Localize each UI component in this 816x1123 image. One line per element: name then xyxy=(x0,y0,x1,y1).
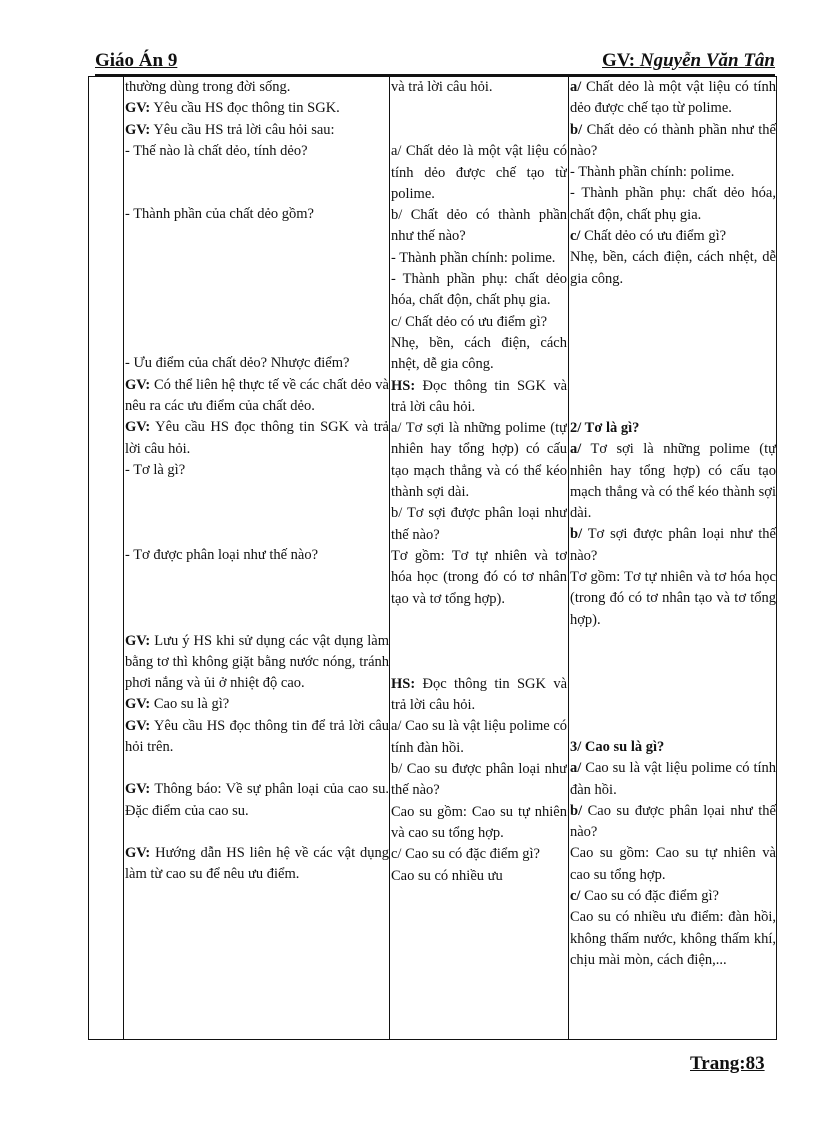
activity-line: GV: Có thể liên hệ thực tế về các chất dẻo và nêu ra các ưu điểm của chất dẻo. xyxy=(125,376,389,415)
header-teacher-prefix: GV: xyxy=(602,50,640,71)
activity-line: b/ Cao su được phân loại như thế nào? xyxy=(391,761,567,799)
content-line: a/ Tơ sợi là những polime (tự nhiên hay tổng hợp) có cấu tạo mạch thẳng và có thể kéo thành sợi dài. xyxy=(570,441,776,522)
content-line: Tơ gồm: Tơ tự nhiên và tơ hóa học (trong đó có tơ nhân tạo và tơ tổng hợp). xyxy=(570,569,776,628)
activity-line: GV: Hướng dẫn HS liên hệ về các vật dụng làm từ cao su để nêu ưu điểm. xyxy=(125,844,389,883)
activity-line: c/ Cao su có đặc điểm gì? xyxy=(391,846,540,863)
content-line: b/ Cao su được phân lọai như thế nào? xyxy=(570,802,776,841)
activity-line: GV: Lưu ý HS khi sử dụng các vật dụng làm bằng tơ thì không giặt bằng nước nóng, tránh phơi nắng và ủi ở nhiệt độ cao. xyxy=(125,632,389,692)
activity-line: b/ Chất dẻo có thành phần như thế nào? xyxy=(391,207,567,245)
content-line: Nhẹ, bền, cách điện, cách nhệt, dễ gia công. xyxy=(570,249,776,287)
activity-line: a/ Cao su là vật liệu polime có tính đàn hồi. xyxy=(391,718,567,756)
header-teacher xyxy=(602,50,775,72)
activity-line: Nhẹ, bền, cách điện, cách nhệt, dễ gia công. xyxy=(391,334,567,373)
activity-line: - Tơ được phân loại như thế nào? xyxy=(125,547,319,564)
activity-line: c/ Chất dẻo có ưu điểm gì? xyxy=(391,313,548,330)
activity-line: GV: Yêu cầu HS đọc thông tin SGK và trả lời câu hỏi. xyxy=(125,419,389,457)
lesson-content-column xyxy=(570,77,776,1039)
page-header xyxy=(95,50,775,74)
activity-line: HS: Đọc thông tin SGK và trả lời câu hỏi. xyxy=(391,675,567,714)
content-line: b/ Chất dẻo có thành phần như thế nào? xyxy=(570,121,776,159)
content-line: c/ Cao su có đặc điểm gì? xyxy=(570,888,719,905)
column-divider xyxy=(389,77,390,1039)
column-divider xyxy=(123,77,124,1039)
activity-line: thường dùng trong đời sống. xyxy=(125,79,291,95)
teacher-activity-column xyxy=(125,77,389,1039)
header-teacher-name: Nguyễn Văn Tân xyxy=(639,50,775,71)
activity-line: HS: Đọc thông tin SGK và trả lời câu hỏi. xyxy=(391,377,567,415)
activity-line: - Thành phần chính: polime. xyxy=(391,249,556,266)
content-line: - Thành phần chính: polime. xyxy=(570,164,735,181)
student-activity-column xyxy=(391,77,567,1039)
activity-line: Tơ gồm: Tơ tự nhiên và tơ hóa học (trong đó có tơ nhân tạo và tơ tổng hợp). xyxy=(391,547,567,607)
column-divider xyxy=(568,77,569,1039)
activity-line: - Thành phần của chất dẻo gồm? xyxy=(125,206,314,223)
activity-line: - Thành phần phụ: chất dẻo hóa, chất độn, chất phụ gia. xyxy=(391,271,567,309)
activity-line: - Tơ là gì? xyxy=(125,461,186,478)
content-line: Cao su có nhiều ưu điểm: đàn hồi, không thấm nước, không thấm khí, chịu mài mòn, cách điện,... xyxy=(570,909,776,968)
section-heading: 3/ Cao su là gì? xyxy=(570,738,665,755)
activity-line: a/ Chất dẻo là một vật liệu có tính dẻo được chế tạo từ polime. xyxy=(391,143,567,202)
activity-line: a/ Tơ sợi là những polime (tự nhiên hay tổng hợp) có cấu tạo mạch thẳng và có thể kéo thành sợi dài. xyxy=(391,420,567,501)
activity-line: GV: Thông báo: Về sự phân loại của cao su. Đặc điểm của cao su. xyxy=(125,781,389,819)
activity-line: Cao su có nhiều ưu xyxy=(391,867,503,884)
section-heading: 2/ Tơ là gì? xyxy=(570,419,640,436)
activity-line: Cao su gồm: Cao su tự nhiên và cao su tổng hợp. xyxy=(391,803,567,841)
content-line: b/ Tơ sợi được phân loại như thế nào? xyxy=(570,526,776,564)
activity-line: và trả lời câu hỏi. xyxy=(391,79,493,95)
content-line: a/ Chất dẻo là một vật liệu có tính dẻo được chế tạo từ polime. xyxy=(570,79,776,117)
content-line: c/ Chất dẻo có ưu điểm gì? xyxy=(570,228,727,245)
activity-line: GV: Yêu cầu HS đọc thông tin SGK. xyxy=(125,100,340,117)
activity-line: GV: Yêu cầu HS đọc thông tin để trả lời câu hỏi trên. xyxy=(125,717,389,756)
page-number: Trang:83 xyxy=(690,1053,765,1074)
activity-line: b/ Tơ sợi được phân loại như thế nào? xyxy=(391,505,567,543)
activity-line: GV: Yêu cầu HS trả lời câu hỏi sau: xyxy=(125,121,335,138)
activity-line: GV: Cao su là gì? xyxy=(125,696,230,713)
activity-line: - Ưu điểm của chất dẻo? Nhược điểm? xyxy=(125,355,350,372)
lesson-table xyxy=(88,76,777,1040)
content-line: - Thành phần phụ: chất dẻo hóa, chất độn, chất phụ gia. xyxy=(570,185,776,223)
content-line: a/ Cao su là vật liệu polime có tính đàn hồi. xyxy=(570,760,776,798)
activity-line: - Thế nào là chất dẻo, tính dẻo? xyxy=(125,142,308,159)
header-title: Giáo Án 9 xyxy=(95,50,178,71)
content-line: Cao su gồm: Cao su tự nhiên và cao su tổng hợp. xyxy=(570,845,776,883)
